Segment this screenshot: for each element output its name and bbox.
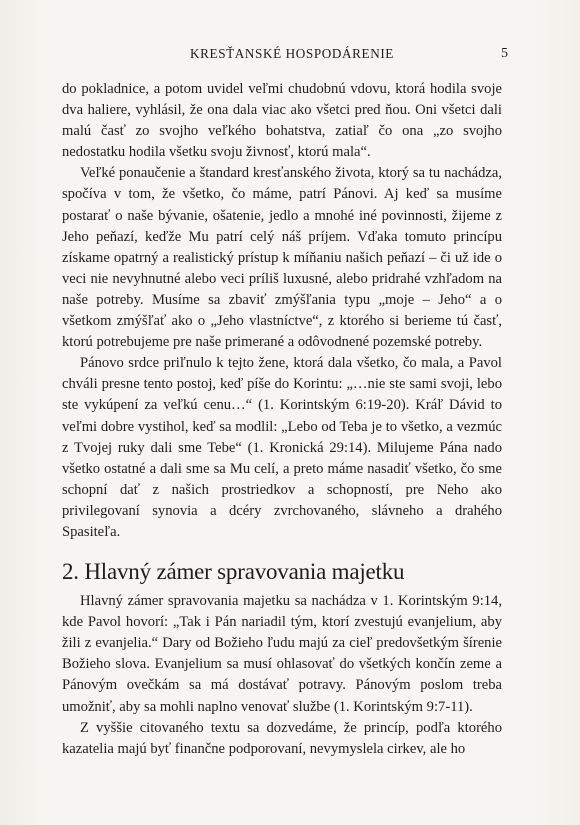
running-title: KRESŤANSKÉ HOSPODÁRENIE [190,46,394,61]
paragraph: Z vyššie citovaného textu sa dozvedáme, že princíp, podľa ktorého kazatelia majú byť finančne podporovaní, nevymyslela cirkev, ale ho [62,719,502,757]
section-heading: 2. Hlavný zámer spravovania majetku [62,559,405,585]
paragraph: Hlavný zámer spravovania majetku sa nachádza v 1. Korintským 9:14, kde Pavol hovorí: „Tak i Pán nariadil tým, ktorí zvestujú evanjelium, aby žili z evanjelia.“ Dary od Božieho ľudu majú za cieľ predovšetkým šírenie Božieho slova. Evanjelium sa musí ohlasovať do všetkých končín zeme a Pánovým ovečkám sa má dostávať potravy. Pánovým poslom treba umožniť, aby sa mohli naplno venovať službe (1. Korintským 9:7-11). [62,593,502,715]
paragraph: Veľké ponaučenie a štandard kresťanského života, ktorý sa tu nachádza, spočíva v tom, že všetko, čo máme, patrí Pánovi. Aj keď sa musíme postarať o naše bývanie, ošatenie, jedlo a mnohé iné povinnosti, žijeme z Jeho peňazí, keďže Mu patrí celý náš príjem. Vďaka tomuto princípu získame opatrný a realistický prístup k míňaniu našich peňazí – či už ide o veci nie nevyhnutné alebo veci príliš luxusné, alebo pridrahé vzhľadom na naše potreby. Musíme sa zbaviť zmýšľania typu „moje – Jeho“ a o všetkom zmýšľať ako o „Jeho vlastníctve“, z ktorého si berieme tú časť, ktorú potrebujeme pre naše primerané a odôvodnené pozemské potreby. [62,165,502,351]
running-head [62,46,508,66]
page-body [62,79,502,760]
page-number: 5 [501,46,508,61]
paragraph: Pánovo srdce priľnulo k tejto žene, ktorá dala všetko, čo mala, a Pavol chváli presne tento postoj, keď píše do Korintu: „…nie ste sami svoji, lebo ste vykúpení za veľkú cenu…“ (1. Korintským 6:19-20). Kráľ Dávid to veľmi dobre vystihol, keď sa modlil: „Lebo od Teba je to všetko, a vezmúc z Tvojej ruky dali sme Tebe“ (1. Kronická 29:14). Milujeme Pána nado všetko ostatné a dali sme sa Mu celí, a preto máme nasadiť všetko, čo sme schopní dať z našich prostriedkov a schopností, pre Neho ako privilegovaní synovia a dcéry zvrchovaného, slávneho a drahého Spasiteľa. [62,355,502,540]
paragraph-continued: do pokladnice, a potom uvidel veľmi chudobnú vdovu, ktorá hodila svoje dva haliere, vyhlásil, že ona dala viac ako všetci pred ňou. Oni všetci dali malú časť zo svojho veľkého bohatstva, zatiaľ čo ona „zo svojho nedostatku hodila všetku svoju živnosť, ktorú mala“. [62,81,502,161]
